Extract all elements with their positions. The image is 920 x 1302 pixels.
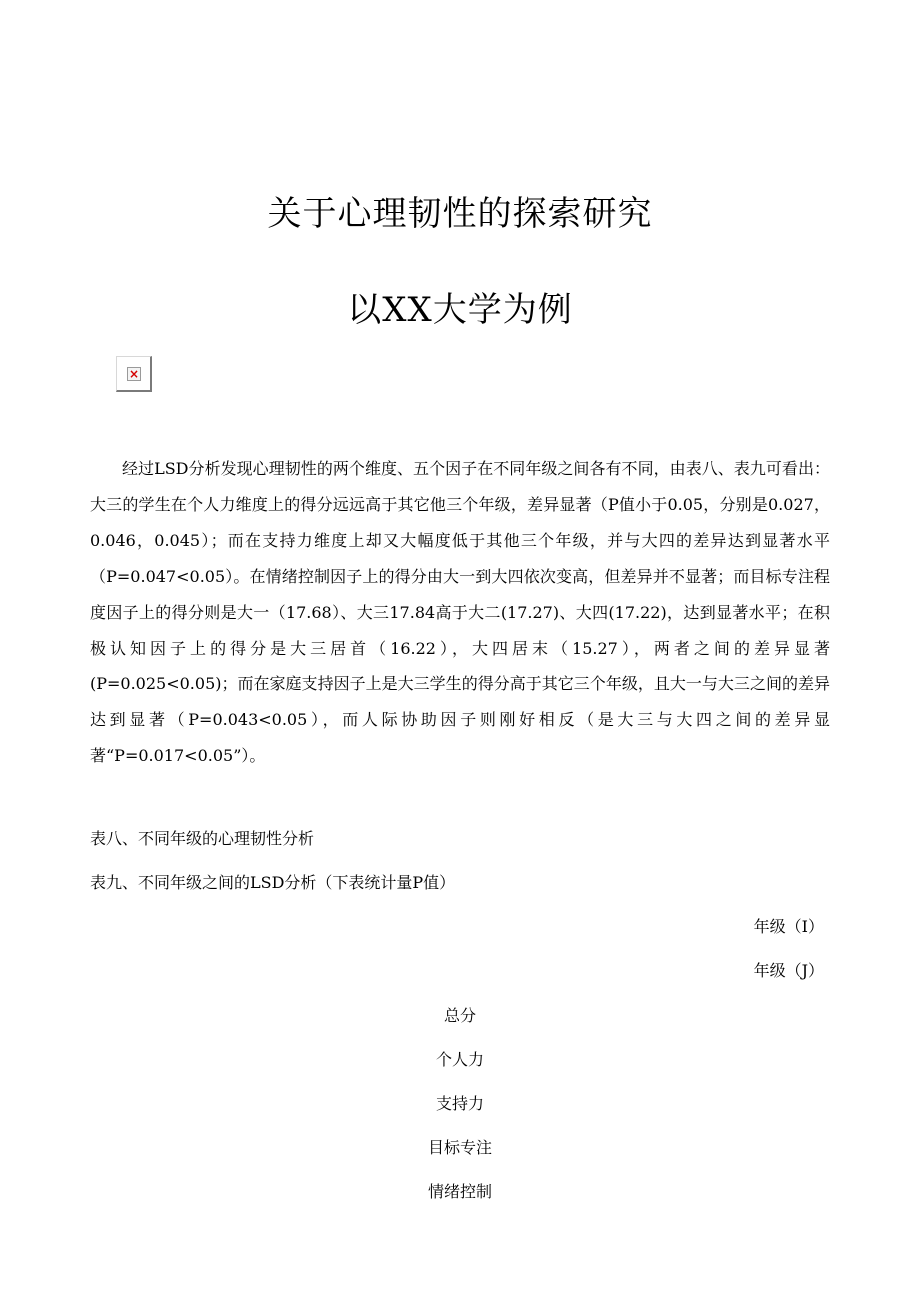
table8-caption: 表八、不同年级的心理韧性分析 — [90, 829, 315, 848]
document-subtitle: 以XX大学为例 — [347, 290, 573, 330]
row-label-emotion-control: 情绪控制 — [427, 1182, 492, 1201]
row-label-goal-focus: 目标专注 — [427, 1138, 492, 1157]
grade-j-header: 年级（J） — [753, 961, 824, 980]
row-label-support: 支持力 — [435, 1094, 484, 1113]
broken-image-icon — [116, 356, 152, 392]
table9-caption: 表九、不同年级之间的LSD分析（下表统计量P值） — [90, 873, 456, 892]
row-label-total: 总分 — [443, 1006, 476, 1025]
body-paragraph: 经过LSD分析发现心理韧性的两个维度、五个因子在不同年级之间各有不同，由表八、表九可看出：大三的学生在个人力维度上的得分远远高于其它他三个年级，差异显著（P值小于0.05，分别是0.027，0.046，0.045）；而在支持力维度上却又大幅度低于其他三个年级，并与大四的差异达到显著水平（P=0.047<0.05）。在情绪控制因子上的得分由大一到大四依次变高，但差异并不显著；而目标专注程度因子上的得分则是大一（17.68）、大三17.84高于大二(17.27)、大四(17.22)，达到显著水平；在积极认知因子上的得分是大三居首（16.22），大四居末（15.27），两者之间的差异显著(P=0.025<0.05)；而在家庭支持因子上是大三学生的得分高于其它三个年级，且大一与大三之间的差异达到显著（P=0.043<0.05），而人际协助因子则刚好相反（是大三与大四之间的差异显著“P=0.017<0.05”）。 — [90, 459, 830, 766]
image-placeholder-frame — [127, 367, 141, 381]
row-label-personal: 个人力 — [435, 1050, 484, 1069]
document-title: 关于心理韧性的探索研究 — [267, 194, 653, 234]
red-x-icon: × — [128, 367, 140, 381]
grade-i-header: 年级（I） — [753, 917, 824, 936]
